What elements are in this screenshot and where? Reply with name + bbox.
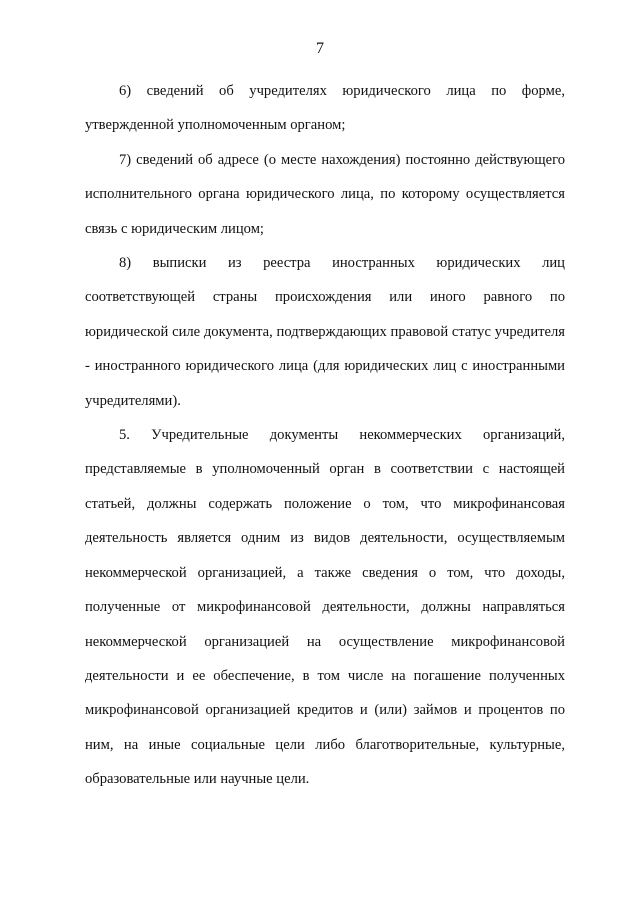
paragraph-item-6: 6) сведений об учредителях юридического лица по форме, утвержденной уполномоченным органом; — [85, 83, 565, 134]
paragraph-section-5: 5. Учредительные документы некоммерческих организаций, представляемые в уполномоченный орган в соответствии с настоящей статьей, должны содержать положение о том, что микрофинансовая деятельность является одним из видов деятельности, осуществляемым некоммерческой организацией, а также сведения о том, что доходы, полученные от микрофинансовой деятельности, должны направляться некоммерческой организацией на осуществление микрофинансовой деятельности и ее обеспечение, в том числе на погашение полученных микрофинансовой организацией кредитов и (или) займов и процентов по ним, на иные социальные цели либо благотворительные, культурные, образовательные или научные цели. — [85, 427, 565, 788]
paragraph-item-8: 8) выписки из реестра иностранных юридических лиц соответствующей страны происхождения или иного равного по юридической силе документа, подтверждающих правовой статус учредителя - иностранного юридического лица (для юридических лиц с иностранными учредителями). — [85, 255, 565, 409]
document-body — [85, 74, 565, 797]
paragraph-item-7: 7) сведений об адресе (о месте нахождения) постоянно действующего исполнительного органа юридического лица, по которому осуществляется связь с юридическим лицом; — [85, 151, 565, 237]
page-number: 7 — [316, 40, 324, 57]
